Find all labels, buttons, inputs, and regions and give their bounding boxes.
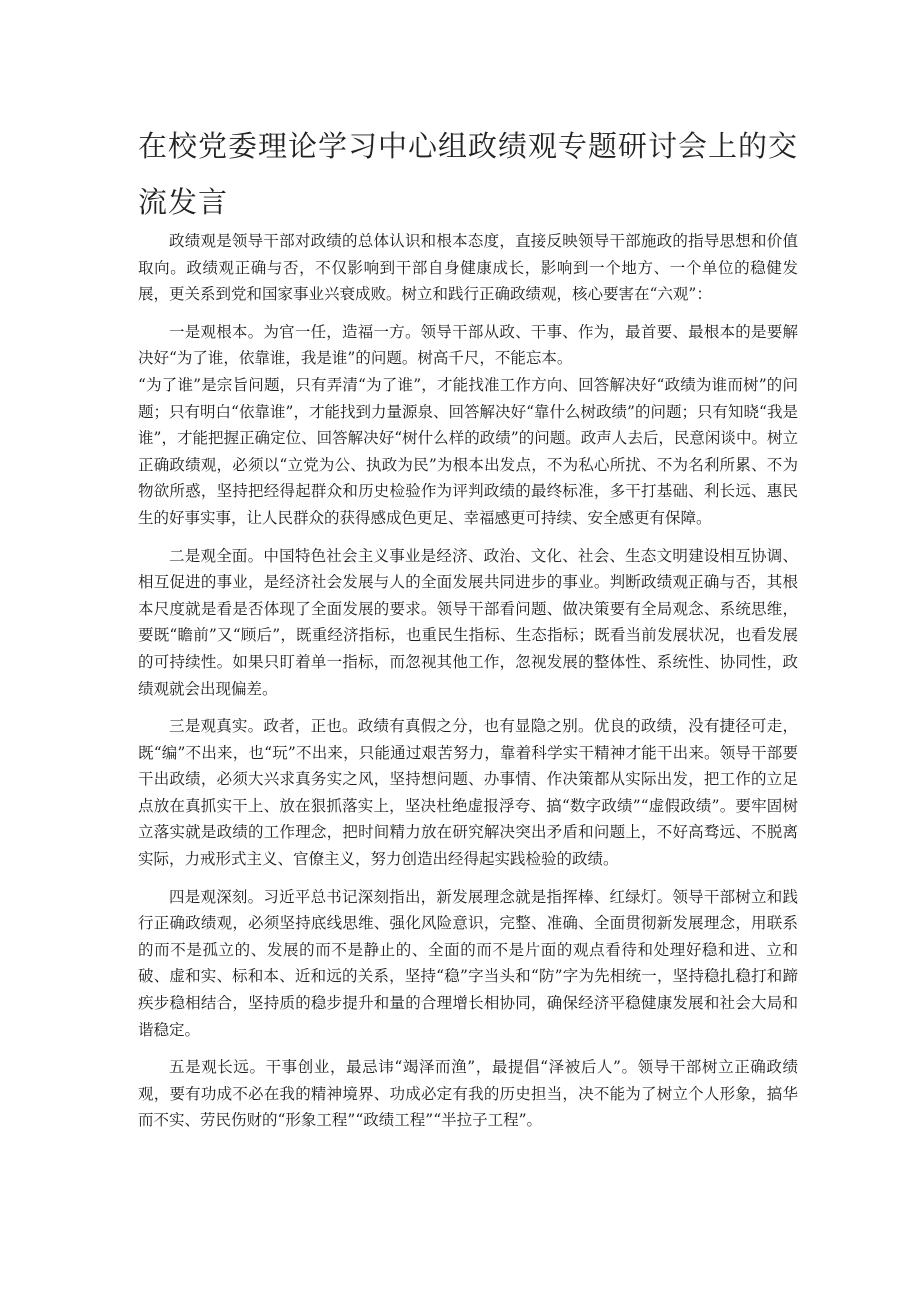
paragraph-point-4: 四是观深刻。习近平总书记深刻指出，新发展理念就是指挥棒、红绿灯。领导干部树立和践行正确政绩观，必须坚持底线思维、强化风险意识，完整、准确、全面贯彻新发展理念，用联系的而不是孤立的、发展的而不是静止的、全面的而不是片面的观点看待和处理好稳和进、立和破、虚和实、标和本、近和远的关系，坚持“稳”字当头和“防”字为先相统一，坚持稳扎稳打和蹄疾步稳相结合，坚持质的稳步提升和量的合理增长相协同，确保经济平稳健康发展和社会大局和谐稳定。	[138, 887, 798, 1039]
paragraph-point-5: 五是观长远。干事创业，最忌讳“竭泽而渔”，最提倡“泽被后人”。领导干部树立正确政绩观，要有功成不必在我的精神境界、功成必定有我的历史担当，决不能为了树立个人形象，搞华而不实、劳民伤财的“形象工程”“政绩工程”“半拉子工程”。	[138, 1058, 798, 1130]
paragraph-point-1: 一是观根本。为官一任，造福一方。领导干部从政、干事、作为，最首要、最根本的是要解决好“为了谁，依靠谁，我是谁”的问题。树高千尺，不能忘本。	[138, 322, 798, 368]
paragraph-point-3: 三是观真实。政者，正也。政绩有真假之分，也有显隐之别。优良的政绩，没有捷径可走，既“编”不出来，也“玩”不出来，只能通过艰苦努力，靠着科学实干精神才能干出来。领导干部要干出政绩，必须大兴求真务实之风，坚持想问题、办事情、作决策都从实际出发，把工作的立足点放在真抓实干上、放在狠抓落实上，坚决杜绝虚报浮夸、搞“数字政绩”“虚假政绩”。要牢固树立落实就是政绩的工作理念，把时间精力放在研究解决突出矛盾和问题上，不好高骛远、不脱离实际，力戒形式主义、官僚主义，努力创造出经得起实践检验的政绩。	[138, 717, 798, 869]
paragraph-intro: 政绩观是领导干部对政绩的总体认识和根本态度，直接反映领导干部施政的指导思想和价值取向。政绩观正确与否，不仅影响到干部自身健康成长，影响到一个地方、一个单位的稳健发展，更关系到党和国家事业兴衰成败。树立和践行正确政绩观，核心要害在“六观”：	[138, 232, 798, 304]
document-title: 在校党委理论学习中心组政绩观专题研讨会上的交流发言	[138, 129, 799, 219]
paragraph-point-1-continued: “为了谁”是宗旨问题，只有弄清“为了谁”，才能找准工作方向、回答解决好“政绩为谁而树”的问题；只有明白“依靠谁”，才能找到力量源泉、回答解决好“靠什么树政绩”的问题；只有知晓“我是谁”，才能把握正确定位、回答解决好“树什么样的政绩”的问题。政声人去后，民意闲谈中。树立正确政绩观，必须以“立党为公、执政为民”为根本出发点，不为私心所扰、不为名利所累、不为物欲所惑，坚持把经得起群众和历史检验作为评判政绩的最终标准，多干打基础、利长远、惠民生的好事实事，让人民群众的获得感成色更足、幸福感更可持续、安全感更有保障。	[138, 375, 798, 527]
document-body	[138, 228, 798, 1145]
paragraph-point-2: 二是观全面。中国特色社会主义事业是经济、政治、文化、社会、生态文明建设相互协调、相互促进的事业，是经济社会发展与人的全面发展共同进步的事业。判断政绩观正确与否，其根本尺度就是看是否体现了全面发展的要求。领导干部看问题、做决策要有全局观念、系统思维，要既“瞻前”又“顾后”，既重经济指标，也重民生指标、生态指标；既看当前发展状况，也看发展的可持续性。如果只盯着单一指标，而忽视其他工作，忽视发展的整体性、系统性、协同性，政绩观就会出现偏差。	[138, 546, 798, 698]
